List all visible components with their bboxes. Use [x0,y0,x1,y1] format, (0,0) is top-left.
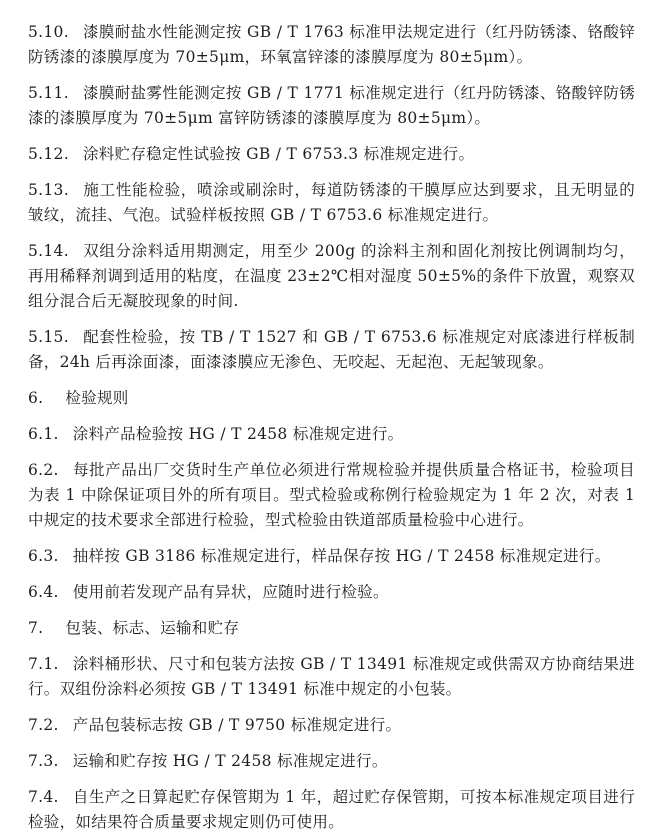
paragraph-number: 5.14. [28,242,69,260]
paragraph-number: 7.1. [28,655,59,673]
paragraph-text: 抽样按 GB 3186 标准规定进行，样品保存按 HG / T 2458 标准规定进行。 [72,547,611,565]
paragraph-text: 自生产之日算起贮存保管期为 1 年，超过贮存保管期，可按本标准规定项目进行检验，如结果符合质量要求规定则仍可使用。 [28,788,635,831]
paragraph-number: 5.15. [28,328,69,346]
paragraph [28,239,635,314]
paragraph [28,713,635,738]
paragraph [28,616,635,641]
paragraph [28,20,635,70]
paragraph [28,785,635,835]
paragraph-number: 7.2. [28,716,59,734]
document-body [28,20,635,835]
paragraph-text: 涂料产品检验按 HG / T 2458 标准规定进行。 [72,425,404,443]
paragraph [28,178,635,228]
paragraph-text: 使用前若发现产品有异状，应随时进行检验。 [72,583,389,601]
paragraph-text: 漆膜耐盐水性能测定按 GB / T 1763 标准甲法规定进行（红丹防锈漆、铬酸锌防锈漆的漆膜厚度为 70±5μm，环氧富锌漆的漆膜厚度为 80±5μm）。 [28,23,635,66]
paragraph-text: 每批产品出厂交货时生产单位必须进行常规检验并提供质量合格证书，检验项目为表 1 中除保证项目外的所有项目。型式检验或称例行检验规定为 1 年 2 次，对表 1 中规定的技术要求全部进行检验，型式检验由铁道部质量检验中心进行。 [28,461,635,529]
paragraph [28,142,635,167]
paragraph-number: 7.3. [28,752,59,770]
paragraph [28,422,635,447]
paragraph-number: 6. [28,389,44,407]
paragraph-text: 双组分涂料适用期测定，用至少 200g 的涂料主剂和固化剂按比例调制均匀，再用稀释剂调到适用的粘度，在温度 23±2℃相对湿度 50±5%的条件下放置，观察双组分混合后无凝胶现象的时间. [28,242,635,310]
paragraph [28,325,635,375]
paragraph-text: 产品包装标志按 GB / T 9750 标准规定进行。 [72,716,402,734]
paragraph [28,81,635,131]
paragraph-number: 7. [28,619,44,637]
paragraph-text: 涂料桶形状、尺寸和包装方法按 GB / T 13491 标准规定或供需双方协商结果进行。双组份涂料必须按 GB / T 13491 标准中规定的小包装。 [28,655,635,698]
paragraph [28,580,635,605]
paragraph-text: 漆膜耐盐雾性能测定按 GB / T 1771 标准规定进行（红丹防锈漆、铬酸锌防锈漆的漆膜厚度为 70±5μm 富锌防锈漆的漆膜厚度为 80±5μm）。 [28,84,635,127]
paragraph-number: 5.12. [28,145,69,163]
paragraph-number: 5.10. [28,23,69,41]
paragraph-number: 6.3. [28,547,59,565]
paragraph [28,458,635,533]
paragraph-number: 6.4. [28,583,59,601]
paragraph-text: 检验规则 [65,389,129,407]
paragraph-number: 6.2. [28,461,59,479]
paragraph-text: 配套性检验，按 TB / T 1527 和 GB / T 6753.6 标准规定对底漆进行样板制备，24h 后再涂面漆，面漆漆膜应无渗色、无咬起、无起泡、无起皱现象。 [28,328,635,371]
paragraph [28,544,635,569]
paragraph [28,652,635,702]
paragraph [28,386,635,411]
paragraph-number: 5.11. [28,84,69,102]
paragraph-number: 7.4. [28,788,59,806]
paragraph-text: 涂料贮存稳定性试验按 GB / T 6753.3 标准规定进行。 [82,145,475,163]
paragraph-text: 包装、标志、运输和贮存 [65,619,240,637]
paragraph-number: 5.13. [28,181,69,199]
paragraph-text: 运输和贮存按 HG / T 2458 标准规定进行。 [72,752,388,770]
paragraph [28,749,635,774]
paragraph-number: 6.1. [28,425,59,443]
paragraph-text: 施工性能检验，喷涂或刷涂时，每道防锈漆的干膜厚应达到要求，且无明显的皱纹，流挂、气泡。试验样板按照 GB / T 6753.6 标准规定进行。 [28,181,635,224]
